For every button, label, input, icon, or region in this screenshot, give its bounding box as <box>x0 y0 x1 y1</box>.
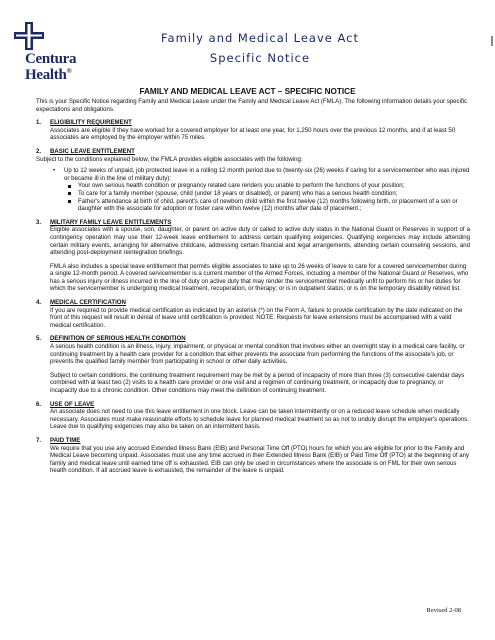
list-item: Father's attendance at birth of child, parent's care of newborn child within the first twelve (12) months following birth, or placement of a son or daughter with the associate for adoption or foster care within twelve (12) months after date of placement.; <box>64 198 470 213</box>
list-item: • Up to 12 weeks of unpaid, job protected leave in a rolling 12 month period due to (twenty-six (26) weeks if caring for a servicemember who was injured or became ill in the line of military duty): Your own serious health condition or pregnancy related care renders you unable to perform the functions of your position; To care for a family member (spouse, child (under 18 years or disabled), or parent) who has a serious health condition; Father's attendance at birth of child, parent's care of newborn child within the first twelve (12) months following birth, or placement of a son or daughter with the associate for adoption or foster care within twelve (12) months after date of placement.; <box>50 167 470 213</box>
logo-text-health: Health® <box>25 67 72 83</box>
section-number: 4. <box>36 299 42 307</box>
section-serious-health-condition <box>36 335 470 394</box>
page-edge-mark <box>491 36 493 46</box>
section-heading: USE OF LEAVE <box>50 400 95 408</box>
section-paid-time <box>36 437 470 475</box>
section-eligibility <box>36 119 470 142</box>
section-number: 3. <box>36 218 42 226</box>
list-item: Your own serious health condition or pregnancy related care renders you unable to perform the functions of your position; <box>64 182 470 190</box>
section-text: We require that you use any accrued Extended Illness Bank (EIB) and Personal Time Off (PTO) hours for which you are eligible for prior to the Family and Medical Leave becoming unpaid. Associates must use any time accrued in their Extended Illness Bank (EIB) or Paid Time Off (PTO) at the beginning of any family and medical leave until earned time off is exhausted. EIB can only be used in circumstances where the associate is on FML for their own serious health condition. If all accrued leave is exhausted, the remainder of the leave is unpaid. <box>50 444 470 475</box>
intro-paragraph: This is your Specific Notice regarding Family and Medical Leave under the Family and Medical Leave Act (FMLA). The following information details your specific expectations and obligations. <box>36 98 468 113</box>
section-heading: ELIGIBILITY REQUIREMENT <box>50 119 132 127</box>
section-text: Associates are eligible if they have worked for a covered employer for at least one year, for 1,250 hours over the previous 12 months, and if at least 50 associates are employed by the employer within 75 miles. <box>50 126 456 142</box>
section-medical-certification <box>36 299 470 329</box>
section-use-of-leave <box>36 401 470 431</box>
document-title: FAMILY AND MEDICAL LEAVE ACT – SPECIFIC NOTICE <box>139 87 356 96</box>
list-item: To care for a family member (spouse, child (under 18 years or disabled), or parent) who has a serious health condition; <box>64 190 470 198</box>
section-number: 2. <box>36 147 42 155</box>
section-text: Subject to the conditions explained below, the FMLA provides eligible associates with the following: <box>36 155 303 163</box>
section-text: Subject to certain conditions, the continuing treatment requirement may be met by a period of incapacity of more than three (3) consecutive calendar days combined with at least two (2) visits to a health care provider or one visit and a regimen of continuing treatment, or incapacity due to pregnancy, or incapacity due to a chronic condition. Other conditions may meet the definition of continuing treatment. <box>50 371 465 394</box>
section-number: 6. <box>36 400 42 408</box>
section-number: 7. <box>36 436 42 444</box>
centura-cross-icon <box>14 22 44 50</box>
section-basic-leave <box>36 148 470 213</box>
section-heading: MILITARY FAMILY LEAVE ENTITLEMENTS <box>50 218 172 226</box>
section-heading: BASIC LEAVE ENTITLEMENT <box>50 147 135 155</box>
section-text: FMLA also includes a special leave entitlement that permits eligible associates to take up to 26 weeks of leave to care for a covered servicemember during a single 12-month period. A covered servicemember is a current member of the Armed Forces, including a member of the National Guard or Reserves, who has a serious injury or illness incurred in the line of duty on active duty that may render the servicemember medically unfit to perform his or her duties for which the servicemember is undergoing medical treatment, recuperation, or therapy; or is in outpatient status; or is on the temporary disability retired list. <box>50 262 469 293</box>
section-text: Eligible associates with a spouse, son, daughter, or parent on active duty or called to active duty status in the National Guard or Reserves in support of a contingency operation may use their 12-week leave entitlement to address certain qualifying exigencies. Qualifying exigencies may include attending certain military events, arranging for alternative childcare, addressing certain financial and legal arrangements, attending certain counseling sessions, and attending post-deployment reintegration briefings. <box>50 226 470 257</box>
section-heading: MEDICAL CERTIFICATION <box>50 299 126 307</box>
section-text: If you are required to provide medical certification as indicated by an asterisk (*) on the Form A, failure to provide certification by the date indicated on the front of this request will result in denial of leave until certification is provided. NOTE: Requests for leave extensions must be accompanied with a valid medical certification. <box>50 306 463 329</box>
section-heading: PAID TIME <box>50 436 81 444</box>
header-subtitle: Specific Notice <box>209 51 311 65</box>
document-body <box>36 98 470 475</box>
section-number: 5. <box>36 335 42 343</box>
section-military-leave <box>36 219 470 293</box>
logo-text-centura: Centura <box>25 51 77 67</box>
centura-health-logo <box>14 22 104 82</box>
section-number: 1. <box>36 119 42 127</box>
section-heading: DEFINITION OF SERIOUS HEALTH CONDITION <box>50 335 186 343</box>
section-text: A serious health condition is an illness, injury, impairment, or physical or mental condition that involves either an overnight stay in a medical care facility, or continuing treatment by a health care provider for a condition that either prevents the associate from performing the functions of the associate's job, or prevents the qualified family member from participating in school or other daily activities. <box>50 343 465 366</box>
revision-note: Revised 2-08 <box>426 607 461 614</box>
section-text: An associate does not need to use this leave entitlement in one block. Leave can be taken intermittently or on a reduced leave schedule when medically necessary. Associates must make reasonable efforts to schedule leave for planned medical treatment so as not to unduly disrupt the employer's operations. Leave due to qualifying exigencies may also be taken on an intermittent basis. <box>50 408 469 431</box>
header-title: Family and Medical Leave Act <box>160 31 360 45</box>
